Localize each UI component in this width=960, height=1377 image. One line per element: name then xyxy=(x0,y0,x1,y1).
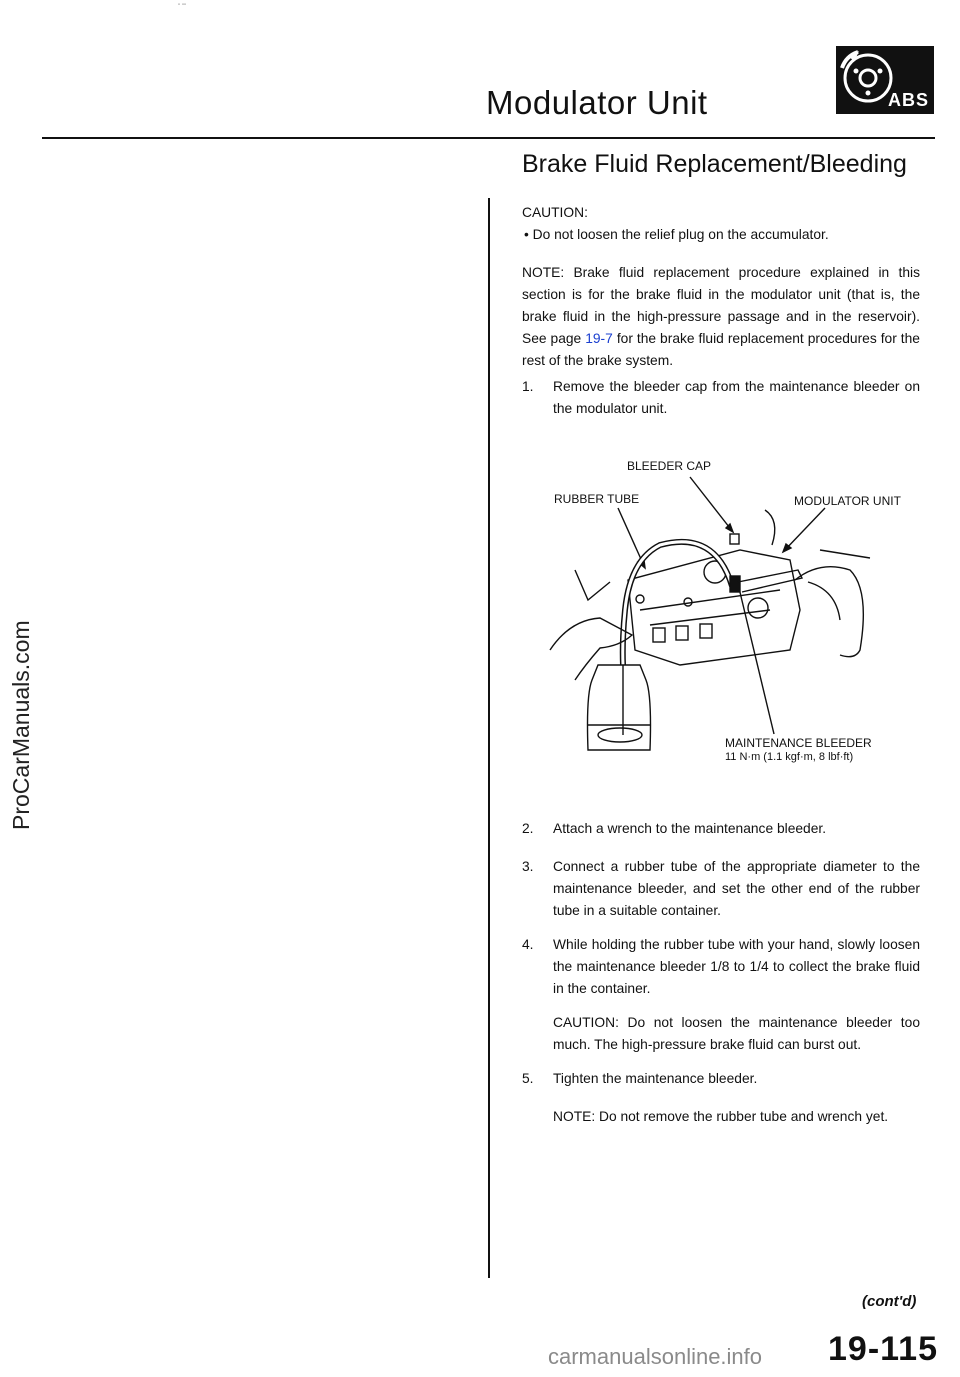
step-5-note xyxy=(553,1106,920,1128)
step-number: 2. xyxy=(522,821,534,836)
label-modulator-unit: MODULATOR UNIT xyxy=(794,494,901,508)
header-rule xyxy=(42,137,935,139)
section-title: Brake Fluid Replacement/Bleeding xyxy=(522,150,907,178)
step-1 xyxy=(522,376,920,420)
column-rule xyxy=(488,198,490,1278)
page-link[interactable]: 19-7 xyxy=(585,331,613,346)
note-block xyxy=(522,262,920,372)
step-number: 5. xyxy=(522,1071,534,1086)
step-3 xyxy=(522,856,920,922)
step-number: 1. xyxy=(522,379,534,394)
step-number: 3. xyxy=(522,859,534,874)
caution-text: CAUTION: Do not loosen the maintenance bleeder too much. The high-pressure brake fluid can burst out. xyxy=(553,1015,920,1052)
abs-badge: ABS xyxy=(888,90,930,110)
step-text: Remove the bleeder cap from the maintenance bleeder on the modulator unit. xyxy=(553,379,920,416)
step-text: Connect a rubber tube of the appropriate diameter to the maintenance bleeder, and set the other end of the rubber tube in a suitable container. xyxy=(553,859,920,918)
step-5 xyxy=(522,1068,920,1090)
page-title: Modulator Unit xyxy=(486,84,708,121)
step-number: 4. xyxy=(522,937,534,952)
step-4-caution xyxy=(553,1012,920,1056)
abs-logo xyxy=(836,46,934,114)
note-text: NOTE: Brake fluid replacement procedure explained in this section is for the brake fluid in the modulator unit (that is, the brake fluid in the high-pressure passage and in the reservoir). See page xyxy=(522,265,920,346)
label-bleeder-cap: BLEEDER CAP xyxy=(627,459,712,473)
note-text: NOTE: Do not remove the rubber tube and wrench yet. xyxy=(553,1109,889,1124)
caution-block xyxy=(522,202,920,246)
caution-bullet: • Do not loosen the relief plug on the accumulator. xyxy=(524,227,829,242)
label-torque: 11 N·m (1.1 kgf·m, 8 lbf·ft) xyxy=(725,751,854,763)
continued-label: (cont'd) xyxy=(862,1293,917,1310)
modulator-illustration xyxy=(540,450,930,790)
caution-heading: CAUTION: xyxy=(522,205,588,220)
diagram xyxy=(540,450,930,790)
header-stamp: " "" xyxy=(178,4,187,10)
step-text: Tighten the maintenance bleeder. xyxy=(553,1071,758,1086)
footer-watermark: carmanualsonline.info xyxy=(548,1344,763,1369)
label-rubber-tube: RUBBER TUBE xyxy=(554,492,640,506)
side-watermark: ProCarManuals.com xyxy=(8,620,34,830)
page-number: 19-115 xyxy=(828,1330,938,1368)
step-4 xyxy=(522,934,920,1000)
label-maintenance-bleeder: MAINTENANCE BLEEDER xyxy=(725,736,872,750)
note-text-end: for the brake fluid replacement procedures for the rest of the brake system. xyxy=(522,331,920,368)
step-2 xyxy=(522,818,920,840)
step-text: While holding the rubber tube with your hand, slowly loosen the maintenance bleeder 1/8 to 1/4 to collect the brake fluid in the container. xyxy=(553,937,920,996)
step-text: Attach a wrench to the maintenance bleeder. xyxy=(553,821,827,836)
